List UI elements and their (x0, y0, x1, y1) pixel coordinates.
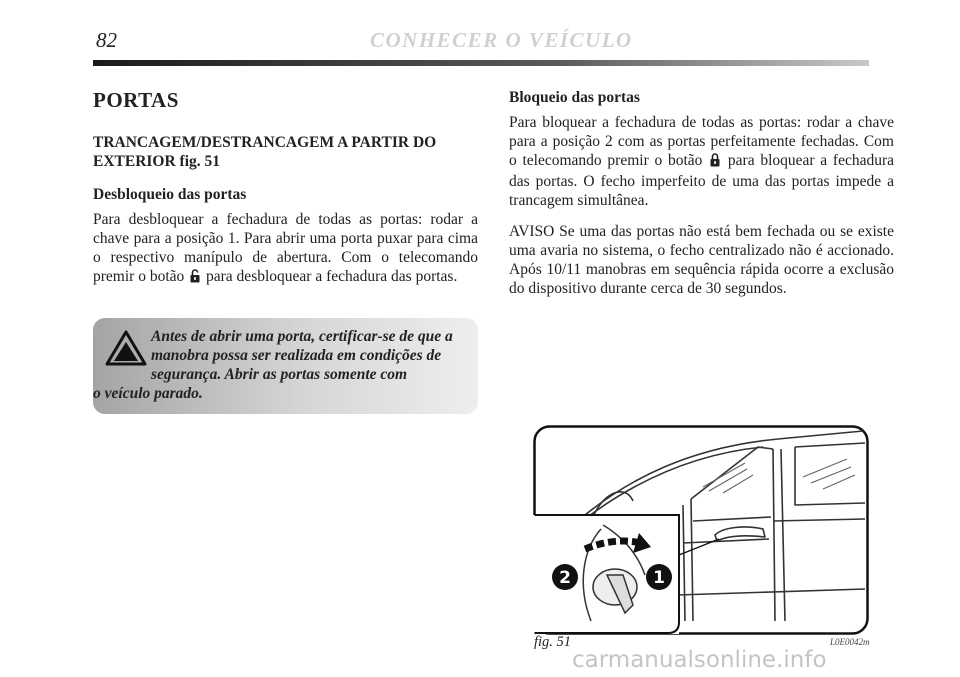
running-title: CONHECER O VEÍCULO (370, 28, 633, 52)
section-title: PORTAS (93, 88, 179, 112)
lock-text-after: para bloquear a fechadura das portas. O fecho imperfeito de uma das portas impede a trancagem simultânea. (509, 152, 894, 209)
header-rule (93, 60, 869, 66)
unlock-title: Desbloqueio das portas (93, 186, 247, 203)
lock-text-before: Para bloquear a fechadura de todas as portas: rodar a chave para a posição 2 com as portas perfeitamente fechadas. Com o telecomando premir o botão (509, 114, 894, 169)
unlock-text-after: para desbloquear a fechadura das portas. (206, 268, 458, 285)
warning-text-full: o veículo parado. (93, 385, 203, 402)
figure-code: L0E0042m (830, 637, 870, 647)
subsection-title: TRANCAGEM/DESTRANCAGEM A PARTIR DO EXTERIOR fig. 51 (93, 134, 437, 170)
marker-2: 2 (559, 568, 571, 588)
warning-text-indented: Antes de abrir uma porta, certificar-se de que a manobra possa ser realizada em condições de segurança. Abrir as portas somente com (151, 328, 453, 383)
notice-paragraph: AVISO Se uma das portas não está bem fechada ou se existe uma avaria no sistema, o fecho centralizado não é accionado. Após 10/11 manobras em sequência rápida ocorre a exclusão do dispositivo durante cerca de 30 segundos. (509, 223, 894, 297)
unlock-paragraph (93, 210, 478, 288)
page-number: 82 (96, 28, 117, 52)
warning-text (93, 327, 463, 403)
watermark: carmanualsonline.info (572, 647, 827, 673)
left-column (93, 88, 478, 300)
unlock-text-before: Para desbloquear a fechadura de todas as portas: rodar a chave para a posição 1. Para abrir uma porta puxar para cima o respectivo manípulo de abertura. Com o telecomando premir o botão (93, 211, 478, 285)
figure-caption: fig. 51 (534, 634, 572, 650)
marker-1: 1 (653, 568, 665, 588)
car-door-illustration (533, 425, 869, 635)
lock-paragraph (509, 113, 894, 210)
warning-box (93, 318, 478, 414)
unlock-padlock-icon (190, 269, 200, 288)
lock-title: Bloqueio das portas (509, 89, 640, 106)
lock-padlock-icon (710, 153, 720, 172)
right-column (509, 88, 894, 310)
